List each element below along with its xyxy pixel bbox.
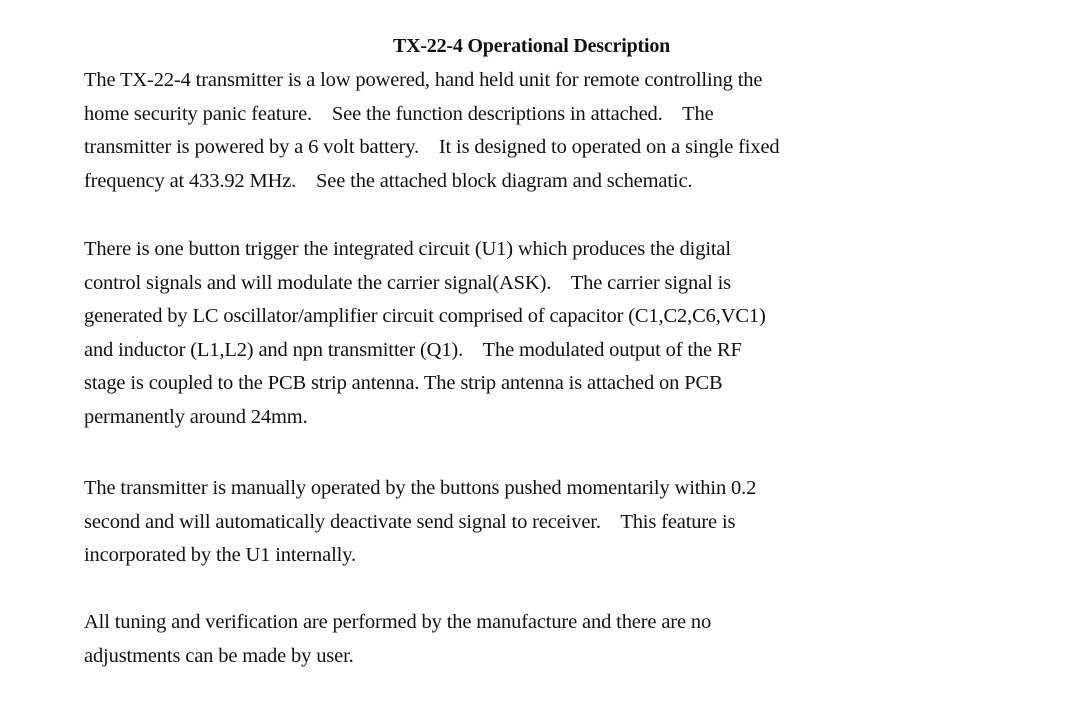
text-line: home security panic feature. See the function descriptions in attached. The [84, 102, 714, 125]
paragraph-circuit [84, 233, 766, 435]
text-line: adjustments can be made by user. [84, 644, 354, 667]
paragraph-tuning [84, 606, 711, 673]
text-line: permanently around 24mm. [84, 405, 308, 428]
text-line: incorporated by the U1 internally. [84, 544, 356, 567]
text-line: control signals and will modulate the carrier signal(ASK). The carrier signal is [84, 271, 731, 294]
paragraph-operation [84, 472, 756, 573]
text-line: second and will automatically deactivate send signal to receiver. This feature is [84, 510, 736, 533]
text-line: and inductor (L1,L2) and npn transmitter (Q1). The modulated output of the RF [84, 338, 742, 361]
document-title: TX-22-4 Operational Description [392, 35, 671, 57]
text-line: transmitter is powered by a 6 volt battery. It is designed to operated on a single fixed [84, 136, 780, 159]
text-line: The transmitter is manually operated by the buttons pushed momentarily within 0.2 [84, 477, 757, 499]
text-line: stage is coupled to the PCB strip antenna. The strip antenna is attached on PCB [84, 372, 723, 395]
text-line: generated by LC oscillator/amplifier circuit comprised of capacitor (C1,C2,C6,VC1) [84, 305, 766, 328]
text-line: The TX-22-4 transmitter is a low powered, hand held unit for remote controlling the [84, 69, 763, 91]
text-line: frequency at 433.92 MHz. See the attached block diagram and schematic. [84, 169, 693, 192]
paragraph-overview [84, 64, 780, 198]
text-line: All tuning and verification are performed by the manufacture and there are no [84, 611, 712, 633]
text-line: There is one button trigger the integrated circuit (U1) which produces the digital [84, 238, 731, 260]
